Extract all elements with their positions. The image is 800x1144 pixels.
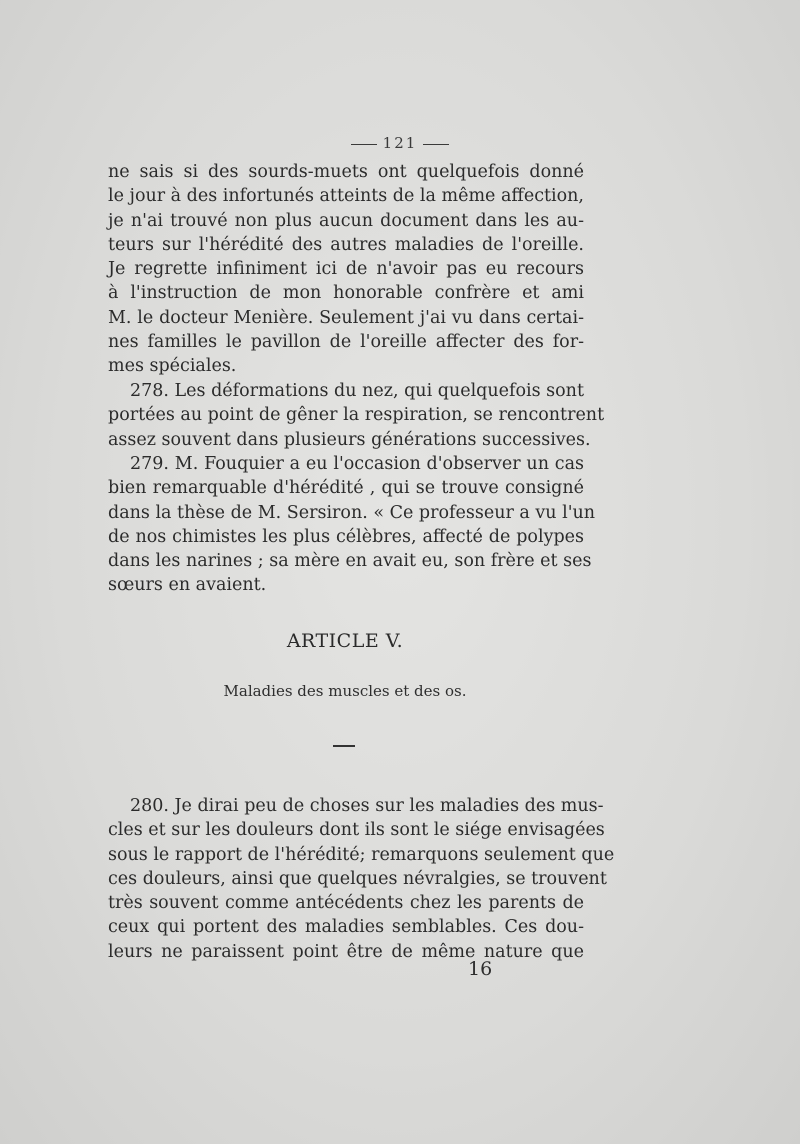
header-dash-right xyxy=(423,144,449,145)
text-line: bien remarquable d'hérédité , qui se trouve consigné xyxy=(108,478,584,499)
text-line: à l'instruction de mon honorable confrère et ami xyxy=(108,283,584,304)
article-subtitle: Maladies des muscles et des os. xyxy=(223,682,467,700)
text-line: dans les narines ; sa mère en avait eu, son frère et ses xyxy=(108,551,592,572)
page-header xyxy=(0,134,800,152)
text-line: portées au point de gêner la respiration, se rencontrent xyxy=(108,405,605,426)
text-line: nes familles le pavillon de l'oreille affecter des for- xyxy=(108,332,584,353)
text-line: sœurs en avaient. xyxy=(108,575,267,596)
text-line: ne sais si des sourds-muets ont quelquefois donné xyxy=(108,162,584,182)
text-line: dans la thèse de M. Sersiron. « Ce professeur a vu l'un xyxy=(108,502,596,523)
text-line: sous le rapport de l'hérédité; remarquons seulement que xyxy=(108,844,615,865)
text-line: assez souvent dans plusieurs générations successives. xyxy=(108,429,591,450)
text-line: très souvent comme antécédents chez les parents de xyxy=(108,893,584,914)
page-label: 121 xyxy=(382,134,418,152)
text-line: cles et sur les douleurs dont ils sont le siége envisagées xyxy=(108,820,605,841)
text-line: ceux qui portent des maladies semblables. Ces dou- xyxy=(108,917,584,938)
text-line: 280. Je dirai peu de choses sur les maladies des mus- xyxy=(130,796,604,816)
text-line: 278. Les déformations du nez, qui quelquefois sont xyxy=(130,381,584,401)
text-line: mes spéciales. xyxy=(108,356,237,377)
text-line: Je regrette infiniment ici de n'avoir pas eu recours xyxy=(108,259,584,280)
signature-mark: 16 xyxy=(468,958,493,980)
article-title: ARTICLE V. xyxy=(286,630,404,652)
paragraph-280 xyxy=(108,794,615,964)
text-line: 279. M. Fouquier a eu l'occasion d'observer un cas xyxy=(130,454,584,474)
header-dash-left xyxy=(351,144,377,145)
text-line: le jour à des infortunés atteints de la même affection, xyxy=(108,186,584,207)
text-line: je n'ai trouvé non plus aucun document dans les au- xyxy=(108,210,584,231)
text-line: leurs ne paraissent point être de même nature que xyxy=(108,941,584,962)
paragraph-continued xyxy=(108,160,584,379)
text-line: M. le docteur Menière. Seulement j'ai vu dans certai- xyxy=(108,307,584,328)
section-rule xyxy=(333,745,355,747)
paragraph-279 xyxy=(108,452,596,598)
text-line: teurs sur l'hérédité des autres maladies de l'oreille. xyxy=(108,234,584,255)
text-line: de nos chimistes les plus célèbres, affecté de polypes xyxy=(108,526,584,547)
text-line: ces douleurs, ainsi que quelques névralgies, se trouvent xyxy=(108,868,607,889)
paragraph-278 xyxy=(108,379,605,452)
